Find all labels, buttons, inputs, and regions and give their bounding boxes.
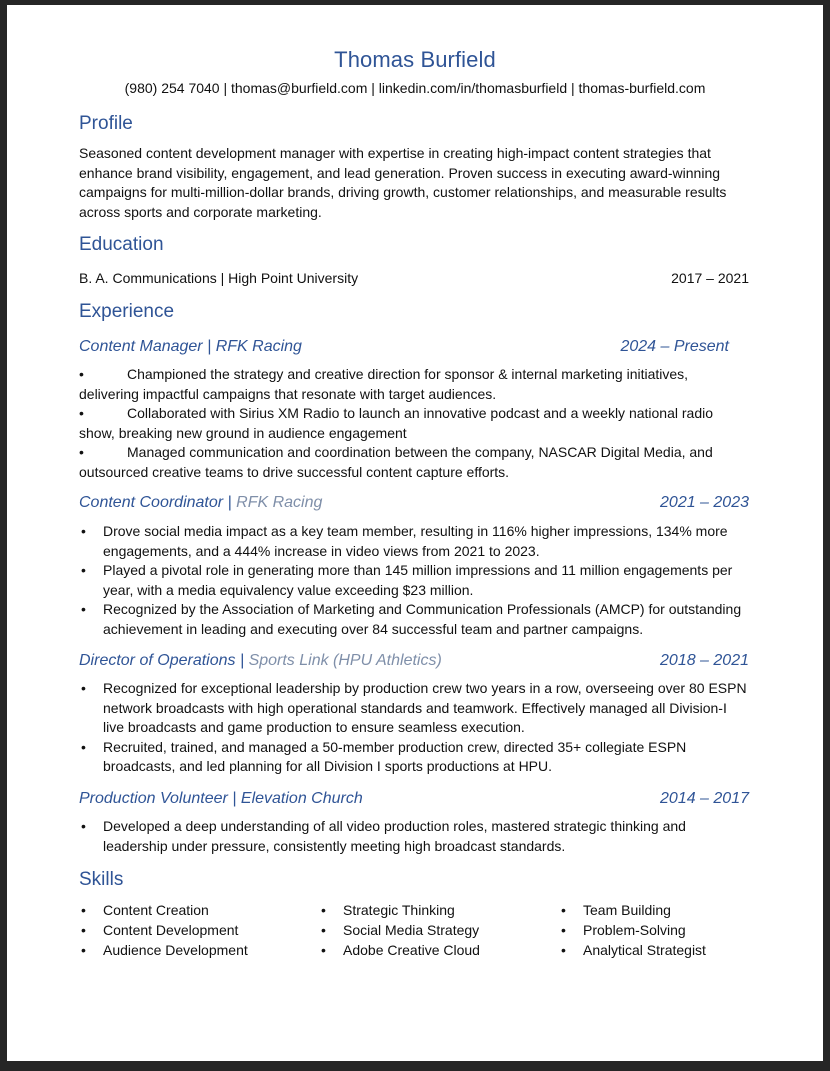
job-company: RFK Racing [215, 338, 302, 355]
skills-column [79, 900, 319, 960]
job-bullets [79, 522, 751, 639]
skill-item: • Audience Development [81, 942, 248, 958]
bullet-icon: • [561, 902, 566, 918]
job-bullets [79, 817, 751, 856]
bullet-icon: • [321, 942, 326, 958]
job-dates: 2024 – Present [620, 338, 729, 355]
skill-item: • Adobe Creative Cloud [321, 942, 480, 958]
job-header [79, 652, 749, 670]
contact-line: (980) 254 7040 | thomas@burfield.com | linkedin.com/in/thomasburfield | thomas-burfield.com [124, 80, 706, 96]
job-bullet: • Championed the strategy and creative direction for sponsor & internal marketing initiatives, delivering impactful campaigns that resonate with target audiences. [79, 366, 689, 402]
job-bullet: • Developed a deep understanding of all video production roles, mastered strategic thinking and leadership under pressure, consistently meeting high broadcast standards. [81, 818, 686, 854]
skill-item: • Strategic Thinking [321, 902, 455, 918]
job-bullet: • Played a pivotal role in generating more than 145 million impressions and 11 million engagements per year, with a media equivalency value exceeding $23 million. [81, 562, 733, 598]
bullet-icon: • [321, 922, 326, 938]
job-company: Sports Link (HPU Athletics) [248, 652, 442, 669]
job-bullet: • Managed communication and coordination between the company, NASCAR Digital Media, and outsourced creative teams to drive successful content capture efforts. [79, 444, 713, 480]
skill-item: • Social Media Strategy [321, 922, 480, 938]
section-title-skills: Skills [79, 869, 124, 890]
job-bullet: • Recognized for exceptional leadership by production crew two years in a row, overseeing over 80 ESPN network broadcasts with high operational standards and teamwork. Effectively managed all Division-I live broadcasts and game production to ensure seamless execution. [81, 680, 747, 735]
skill-item: • Problem-Solving [561, 922, 686, 938]
bullet-icon: • [81, 680, 86, 696]
skill-item: • Team Building [561, 902, 671, 918]
job-dates: 2018 – 2021 [660, 652, 749, 669]
job-role: Content Manager | [79, 338, 216, 355]
bullet-icon: • [81, 942, 86, 958]
skill-item: • Content Development [81, 922, 239, 938]
job-bullet: • Drove social media impact as a key team member, resulting in 116% higher impressions, 134% more engagements, and a 444% increase in video views from 2021 to 2023. [81, 523, 728, 559]
job-title-line [79, 338, 302, 356]
job-bullet: • Collaborated with Sirius XM Radio to launch an innovative podcast and a weekly national radio show, breaking new ground in audience engagement [79, 405, 714, 441]
bullet-icon: • [561, 942, 566, 958]
bullet-icon: • [81, 562, 86, 578]
skill-item: • Analytical Strategist [561, 942, 706, 958]
job-bullet: • Recognized by the Association of Marketing and Communication Professionals (AMCP) for outstanding achievement in leading and executing over 84 successful team and partner campaigns. [81, 601, 742, 637]
job-header [79, 790, 749, 808]
skills-grid [79, 900, 751, 960]
job-bullet: • Recruited, trained, and managed a 50-member production crew, directed 35+ collegiate ESPN broadcasts, and led planning for all Division I sports productions at HPU. [81, 738, 687, 774]
bullet-icon: • [79, 405, 84, 421]
job-dates: 2021 – 2023 [660, 494, 749, 511]
job-title-line [79, 652, 442, 670]
bullet-icon: • [79, 444, 84, 460]
bullet-icon: • [81, 738, 86, 755]
resume-page [7, 5, 823, 1061]
job-role: Content Coordinator | [79, 494, 237, 511]
candidate-name: Thomas Burfield [334, 47, 496, 72]
bullet-icon: • [81, 922, 86, 938]
section-title-profile: Profile [79, 113, 133, 134]
section-title-education: Education [79, 234, 164, 255]
bullet-icon: • [81, 902, 86, 918]
job-header [79, 338, 729, 356]
job-company: Elevation Church [240, 790, 363, 807]
profile-summary: Seasoned content development manager with expertise in creating high-impact content strategies that enhance brand visibility, engagement, and lead generation. Proven success in executing award-winning campaigns for multi-million-dollar brands, driving growth, customer relationships, and measurable results across sports and corporate marketing. [79, 145, 727, 220]
bullet-icon: • [81, 523, 86, 539]
job-role: Production Volunteer | [79, 790, 241, 807]
bullet-icon: • [81, 818, 86, 834]
job-company: RFK Racing [236, 494, 323, 511]
job-bullets [79, 679, 751, 777]
job-bullets [79, 365, 751, 482]
job-title-line [79, 494, 322, 512]
job-title-line [79, 790, 363, 808]
skills-column [319, 900, 559, 960]
section-title-experience: Experience [79, 301, 175, 322]
education-degree: B. A. Communications | High Point University [79, 270, 359, 286]
bullet-icon: • [79, 366, 84, 382]
skill-item: • Content Creation [81, 902, 209, 918]
education-entry [79, 270, 749, 286]
skills-column [559, 900, 751, 960]
job-header [79, 494, 749, 512]
job-role: Director of Operations | [79, 652, 249, 669]
bullet-icon: • [561, 922, 566, 938]
education-dates: 2017 – 2021 [671, 270, 749, 286]
job-dates: 2014 – 2017 [660, 790, 749, 807]
bullet-icon: • [81, 601, 86, 617]
bullet-icon: • [321, 902, 326, 918]
